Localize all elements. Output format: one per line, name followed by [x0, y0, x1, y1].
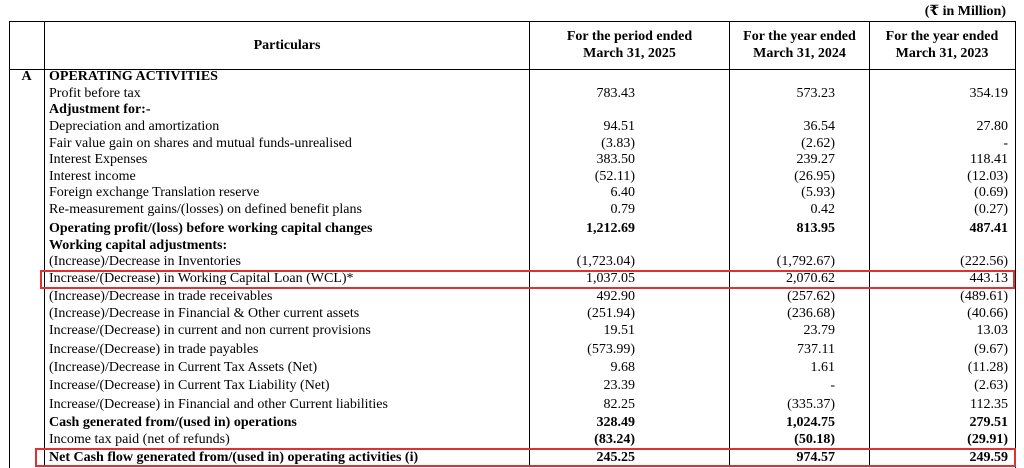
- header-col-2024-line2: March 31, 2024: [753, 46, 846, 61]
- row-value-v3: 249.59: [969, 450, 1008, 465]
- row-label: Operating profit/(loss) before working capital changes: [49, 221, 373, 236]
- row-value-v1: 6.40: [610, 185, 635, 200]
- row-value-v2: (2.62): [801, 136, 835, 151]
- row-label: (Increase)/Decrease in Inventories: [49, 254, 242, 269]
- row-value-v2: 737.11: [797, 342, 835, 357]
- row-value-v2: (1,792.67): [776, 254, 835, 269]
- row-value-v3: 27.80: [976, 119, 1008, 134]
- row-value-v3: 118.41: [970, 152, 1008, 167]
- row-label: (Increase)/Decrease in Financial & Other current assets: [49, 306, 360, 321]
- row-value-v1: 1,037.05: [586, 271, 635, 286]
- header-col-2024: [730, 22, 869, 68]
- row-value-v3: 279.51: [969, 415, 1008, 430]
- row-label: Net Cash flow generated from/(used in) operating activities (i): [49, 450, 419, 465]
- row-value-v3: (11.28): [967, 360, 1008, 375]
- row-value-v2: (236.68): [787, 306, 835, 321]
- column-divider: [44, 21, 45, 467]
- unit-note: (₹ in Million): [924, 4, 1006, 19]
- row-label: Profit before tax: [49, 86, 141, 101]
- row-value-v3: (2.63): [974, 378, 1008, 393]
- header-particulars: [45, 22, 529, 68]
- row-label: Increase/(Decrease) in Current Tax Liability (Net): [49, 378, 330, 393]
- row-value-v2: 1.61: [810, 360, 835, 375]
- row-label: Depreciation and amortization: [49, 119, 220, 134]
- header-col-2025-line2: March 31, 2025: [583, 46, 676, 61]
- row-value-v2: (257.62): [787, 289, 835, 304]
- row-value-v2: 2,070.62: [786, 271, 835, 286]
- row-label: Adjustment for:-: [49, 102, 151, 117]
- row-value-v2: 1,024.75: [786, 415, 835, 430]
- row-value-v3: (0.69): [974, 185, 1008, 200]
- row-value-v1: 94.51: [603, 119, 635, 134]
- row-value-v1: (3.83): [601, 136, 635, 151]
- row-value-v1: (1,723.04): [576, 254, 635, 269]
- section-title: OPERATING ACTIVITIES: [49, 69, 218, 84]
- row-value-v2: 813.95: [796, 221, 835, 236]
- header-col-2023: [870, 22, 1014, 68]
- row-value-v1: 19.51: [603, 323, 635, 338]
- row-value-v3: (222.56): [960, 254, 1008, 269]
- row-value-v1: 0.79: [610, 202, 635, 217]
- row-value-v2: -: [830, 378, 835, 393]
- header-col-2023-line2: March 31, 2023: [895, 46, 989, 61]
- row-value-v2: 573.23: [796, 86, 835, 101]
- row-label: (Increase)/Decrease in trade receivables: [49, 289, 273, 304]
- header-col-2023-line1: For the year ended: [885, 29, 999, 44]
- row-value-v3: (29.91): [967, 432, 1008, 447]
- row-value-v3: (12.03): [967, 169, 1008, 184]
- row-label: Increase/(Decrease) in trade payables: [49, 342, 259, 357]
- row-value-v1: 9.68: [610, 360, 635, 375]
- section-letter: A: [21, 69, 32, 84]
- row-value-v1: 23.39: [603, 378, 635, 393]
- row-label: Interest Expenses: [49, 152, 148, 167]
- row-value-v1: 492.90: [596, 289, 635, 304]
- header-col-2025-line1: For the period ended: [566, 29, 693, 44]
- row-value-v2: 23.79: [803, 323, 835, 338]
- row-value-v1: (251.94): [587, 306, 635, 321]
- row-value-v1: (573.99): [587, 342, 635, 357]
- row-value-v3: 112.35: [970, 397, 1008, 412]
- header-col-2024-line1: For the year ended: [743, 29, 856, 44]
- highlight-wcl-row: [40, 270, 1015, 289]
- row-value-v3: 354.19: [969, 86, 1008, 101]
- row-label: Foreign exchange Translation reserve: [49, 185, 260, 200]
- row-value-v2: 974.57: [796, 450, 835, 465]
- row-value-v3: 13.03: [976, 323, 1008, 338]
- row-value-v3: 487.41: [969, 221, 1008, 236]
- row-value-v3: (40.66): [967, 306, 1008, 321]
- row-label: Increase/(Decrease) in Financial and other Current liabilities: [49, 397, 388, 412]
- row-label: Income tax paid (net of refunds): [49, 432, 230, 447]
- row-value-v1: 783.43: [596, 86, 635, 101]
- row-value-v2: (50.18): [794, 432, 835, 447]
- row-label: Cash generated from/(used in) operations: [49, 415, 297, 430]
- row-value-v1: 245.25: [596, 450, 635, 465]
- column-divider: [869, 21, 870, 467]
- row-label: Re-measurement gains/(losses) on defined benefit plans: [49, 202, 362, 217]
- column-divider: [729, 21, 730, 467]
- row-value-v1: (52.11): [594, 169, 635, 184]
- row-value-v3: (9.67): [974, 342, 1008, 357]
- row-label: (Increase)/Decrease in Current Tax Assets (Net): [49, 360, 318, 375]
- row-value-v2: 36.54: [803, 119, 835, 134]
- header-col-2025: [530, 22, 729, 68]
- row-value-v1: (83.24): [594, 432, 635, 447]
- row-label: Increase/(Decrease) in current and non current provisions: [49, 323, 371, 338]
- row-value-v1: 383.50: [596, 152, 635, 167]
- row-label: Increase/(Decrease) in Working Capital Loan (WCL)*: [49, 271, 354, 286]
- row-value-v1: 82.25: [603, 397, 635, 412]
- row-value-v3: -: [1003, 136, 1008, 151]
- row-value-v3: (489.61): [960, 289, 1008, 304]
- column-divider: [529, 21, 530, 467]
- row-value-v2: 239.27: [796, 152, 835, 167]
- row-label: Fair value gain on shares and mutual funds-unrealised: [49, 136, 352, 151]
- row-value-v2: (335.37): [787, 397, 835, 412]
- row-label: Working capital adjustments:: [49, 238, 228, 253]
- row-value-v2: (26.95): [794, 169, 835, 184]
- row-value-v3: (0.27): [974, 202, 1008, 217]
- row-value-v1: 328.49: [596, 415, 635, 430]
- row-value-v2: 0.42: [810, 202, 835, 217]
- row-label: Interest income: [49, 169, 136, 184]
- row-value-v1: 1,212.69: [586, 221, 635, 236]
- row-value-v2: (5.93): [801, 185, 835, 200]
- row-value-v3: 443.13: [969, 271, 1008, 286]
- highlight-net-cash-row: [35, 448, 1016, 467]
- header-particulars-label: Particulars: [253, 37, 321, 53]
